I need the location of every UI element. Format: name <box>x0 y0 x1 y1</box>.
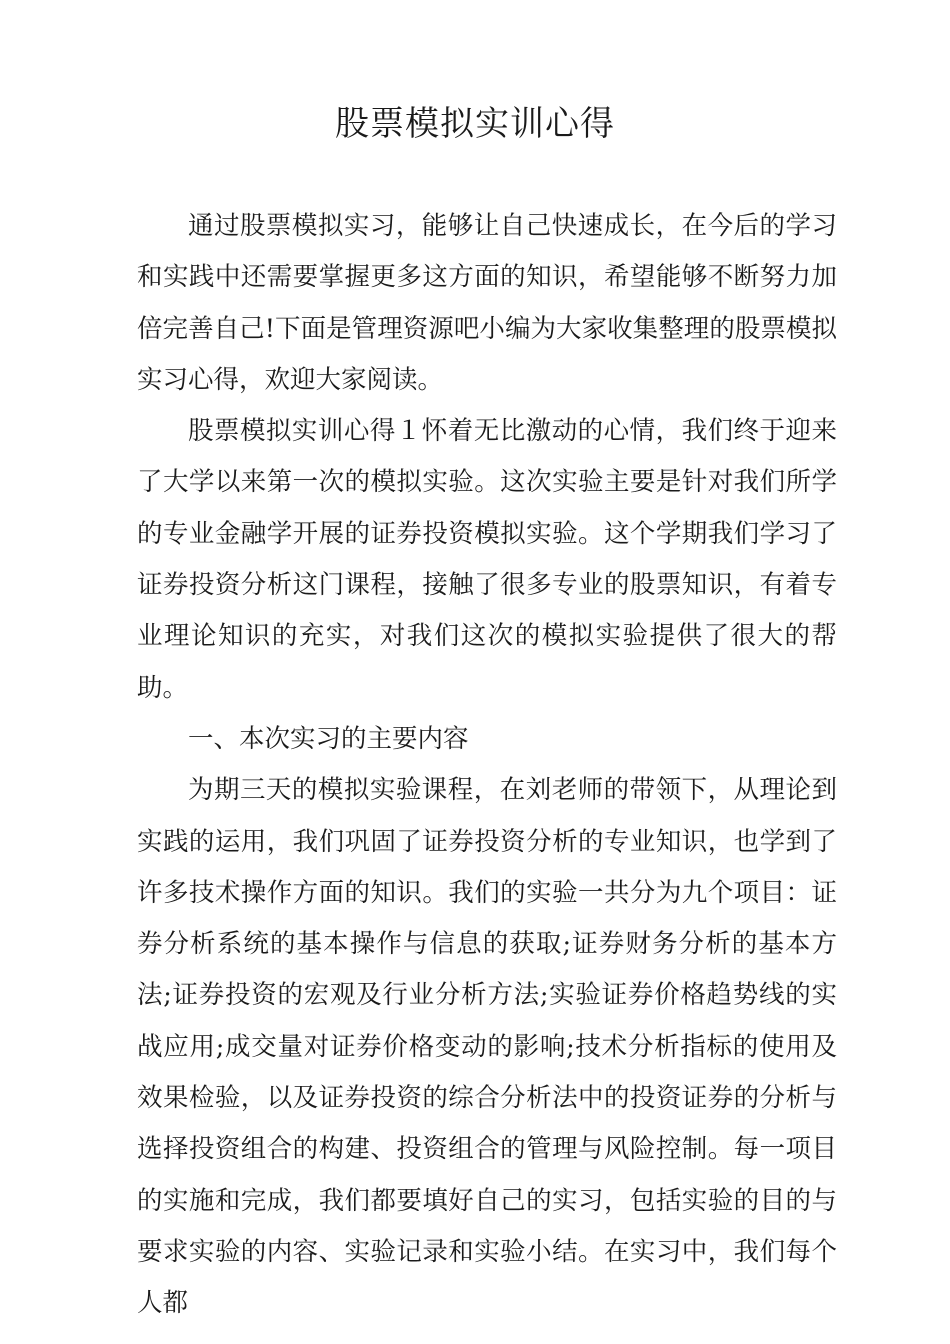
paragraph-reflection-1: 股票模拟实训心得１怀着无比激动的心情，我们终于迎来了大学以来第一次的模拟实验。这次实验主要是针对我们所学的专业金融学开展的证券投资模拟实验。这个学期我们学习了证券投资分析这门课程，接触了很多专业的股票知识，有着专业理论知识的充实，对我们这次的模拟实验提供了很大的帮助。 <box>137 416 837 703</box>
document-title: 股票模拟实训心得 <box>335 104 615 144</box>
paragraph-course-content: 为期三天的模拟实验课程，在刘老师的带领下，从理论到实践的运用，我们巩固了证券投资分析的专业知识，也学到了许多技术操作方面的知识。我们的实验一共分为九个项目：证券分析系统的基本操作与信息的获取;证券财务分析的基本方法;证券投资的宏观及行业分析方法;实验证券价格趋势线的实战应用;成交量对证券价格变动的影响;技术分析指标的使用及效果检验，以及证券投资的综合分析法中的投资证券的分析与选择投资组合的构建、投资组合的管理与风险控制。每一项目的实施和完成，我们都要填好自己的实习，包括实验的目的与要求实验的内容、实验记录和实验小结。在实习中，我们每个人都 <box>137 775 837 1319</box>
document-body <box>137 201 837 1330</box>
paragraph-intro: 通过股票模拟实习，能够让自己快速成长，在今后的学习和实践中还需要掌握更多这方面的知识，希望能够不断努力加倍完善自己!下面是管理资源吧小编为大家收集整理的股票模拟实习心得，欢迎大家阅读。 <box>137 211 837 395</box>
section-heading: 一、本次实习的主要内容 <box>188 723 469 754</box>
